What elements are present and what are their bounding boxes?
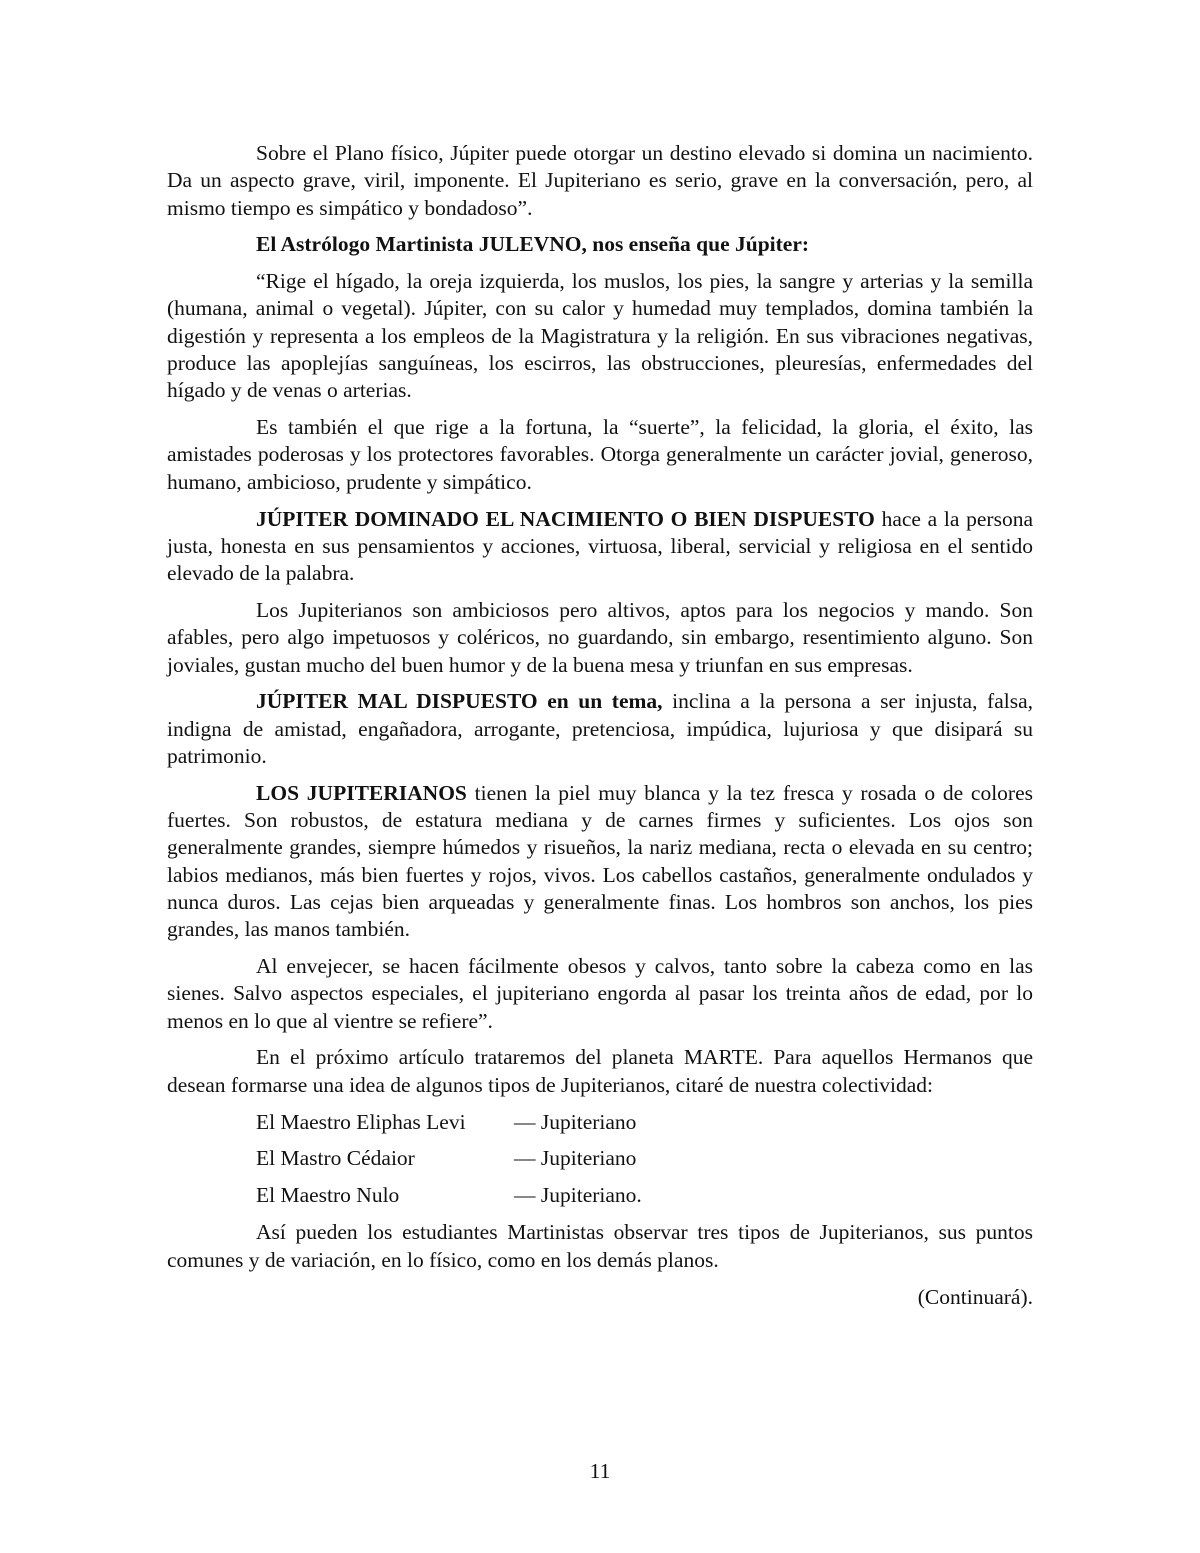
example-name: El Maestro Eliphas Levi	[256, 1109, 466, 1134]
bold-lead-jupiterians: LOS JUPITERIANOS	[256, 780, 467, 805]
examples-list	[256, 1109, 1033, 1210]
paragraph-well-disposed	[167, 506, 1033, 588]
paragraph-ambitious: Los Jupiterianos son ambiciosos pero altivos, aptos para los negocios y mando. Son afables, pero algo impetuosos y coléricos, no guardando, sin embargo, resentimiento alguno. Son joviales, gustan mucho del buen humor y de la buena mesa y triunfan en sus empresas.	[167, 597, 1033, 677]
example-type: — Jupiteriano.	[514, 1183, 642, 1208]
example-name: El Mastro Cédaior	[256, 1146, 415, 1171]
paragraph-conclusion: Así pueden los estudiantes Martinistas observar tres tipos de Jupiterianos, sus puntos comunes y de variación, en lo físico, como en los demás planos.	[167, 1220, 1033, 1272]
section-heading-julevno: El Astrólogo Martinista JULEVNO, nos enseña que Júpiter:	[256, 232, 810, 257]
example-name: El Maestro Nulo	[256, 1183, 400, 1208]
list-item	[256, 1145, 1033, 1172]
paragraph-appearance	[167, 780, 1033, 944]
paragraph-rules-organs: “Rige el hígado, la oreja izquierda, los muslos, los pies, la sangre y arterias y la semilla (humana, animal o vegetal). Júpiter, con su calor y humedad muy templados, domina también la digestión y representa a los empleos de la Magistratura y la religión. En sus vibraciones negativas, produce las apoplejías sanguíneas, los escirros, las obstrucciones, pleuresías, enfermedades del hígado y de venas o arterias.	[167, 269, 1033, 403]
paragraph-text: inclina a la persona a ser injusta, falsa, indigna de amistad, engañadora, arrogante, pretenciosa, impúdica, lujuriosa y que disipará su patrimonio.	[167, 689, 1033, 768]
paragraph-fortune: Es también el que rige a la fortuna, la “suerte”, la felicidad, la gloria, el éxito, las amistades poderosas y los protectores favorables. Otorga generalmente un carácter jovial, generoso, humano, ambicioso, prudente y simpático.	[167, 415, 1033, 494]
paragraph-text: tienen la piel muy blanca y la tez fresca y rosada o de colores fuertes. Son robustos, de estatura mediana y de carnes firmes y suficientes. Los ojos son generalmente grandes, siempre húmedos y risueños, la nariz mediana, recta o elevada en su centro; labios medianos, más bien fuertes y rojos, vivos. Los cabellos castaños, generalmente ondulados y nunca duros. Las cejas bien arqueadas y generalmente finas. Los hombros son anchos, los pies grandes, las manos también.	[167, 780, 1033, 942]
page-number: 11	[589, 1459, 611, 1483]
list-item	[256, 1109, 1033, 1136]
bold-lead-ill-disposed: JÚPITER MAL DISPUESTO en un tema,	[256, 689, 663, 714]
paragraph-ill-disposed	[167, 688, 1033, 770]
paragraph-aging: Al envejecer, se hacen fácilmente obesos y calvos, tanto sobre la cabeza como en las sienes. Salvo aspectos especiales, el jupiteriano engorda al pasar los treinta años de edad, por lo menos en lo que al vientre se refiere”.	[167, 954, 1033, 1033]
example-type: — Jupiteriano	[514, 1109, 637, 1134]
list-item	[256, 1182, 1033, 1209]
paragraph-next-article: En el próximo artículo trataremos del planeta MARTE. Para aquellos Hermanos que desean formarse una idea de algunos tipos de Jupiterianos, citaré de nuestra colectividad:	[167, 1045, 1033, 1097]
paragraph-text: hace a la persona justa, honesta en sus pensamientos y acciones, virtuosa, liberal, servicial y religiosa en el sentido elevado de la palabra.	[167, 506, 1033, 586]
page-body	[167, 140, 1033, 1311]
bold-lead-well-disposed: JÚPITER DOMINADO EL NACIMIENTO O BIEN DISPUESTO	[256, 506, 875, 531]
example-type: — Jupiteriano	[514, 1146, 637, 1171]
paragraph-physical-plane: Sobre el Plano físico, Júpiter puede otorgar un destino elevado si domina un nacimiento. Da un aspecto grave, viril, imponente. El Jupiteriano es serio, grave en la conversación, pero, al mismo tiempo es simpático y bondadoso”.	[167, 141, 1033, 220]
continued-note: (Continuará).	[917, 1284, 1033, 1309]
